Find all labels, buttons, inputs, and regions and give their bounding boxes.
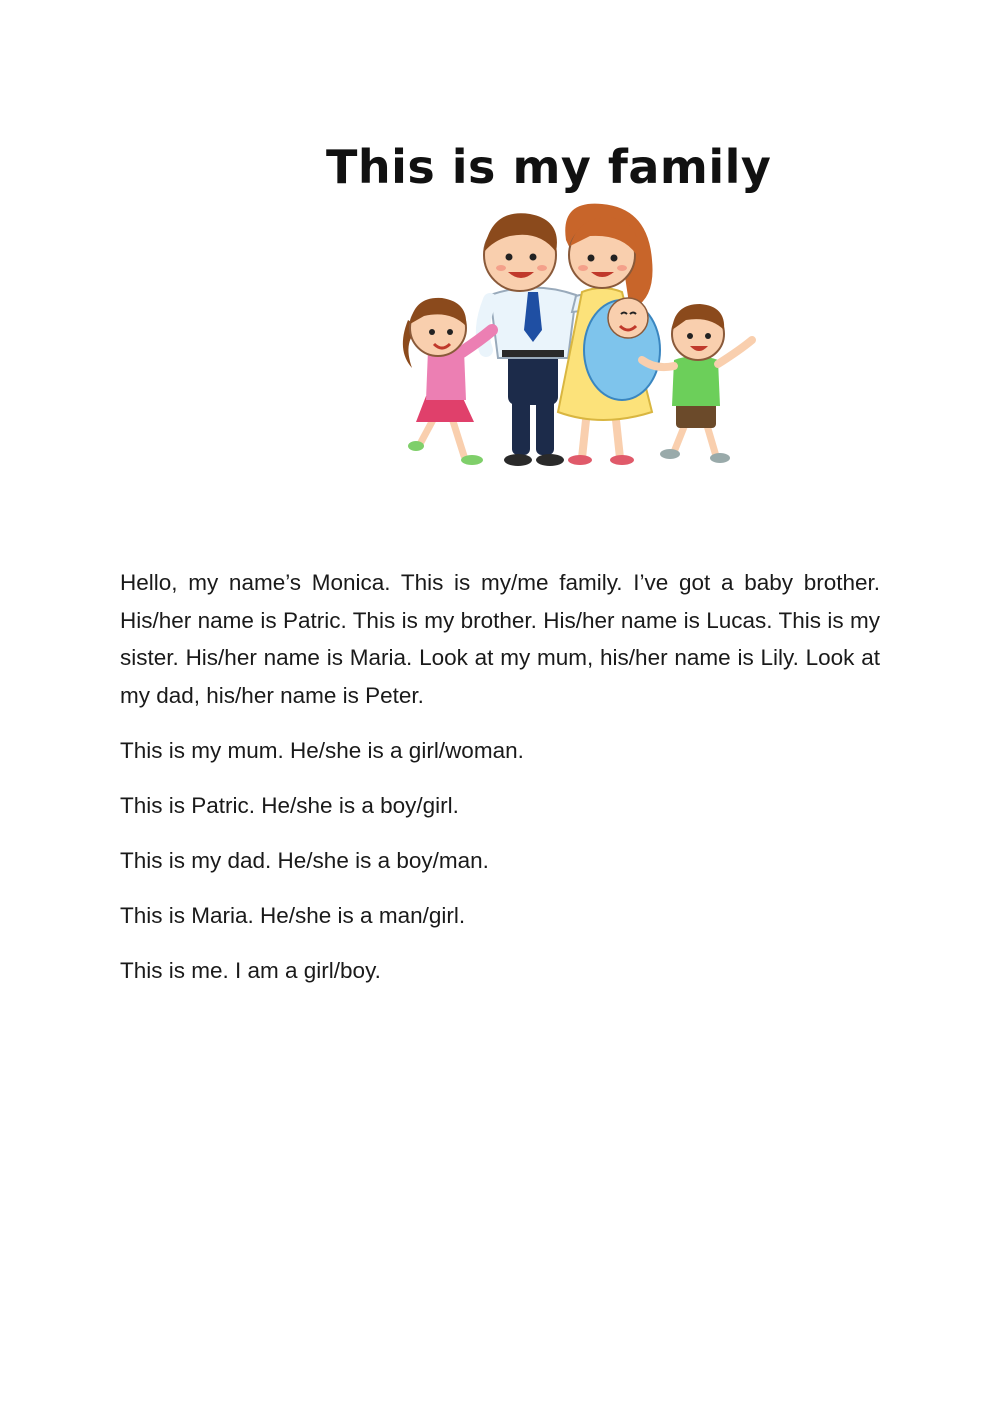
mum-figure [558, 204, 660, 465]
family-illustration [390, 200, 770, 480]
exercise-sentences [120, 734, 880, 1009]
boy-figure [642, 304, 752, 463]
page-title: This is my family [326, 140, 772, 194]
sentence-4: This is Maria. He/she is a man/girl. [120, 903, 466, 928]
sentence-1: This is my mum. He/she is a girl/woman. [120, 738, 524, 763]
sentence-2: This is Patric. He/she is a boy/girl. [120, 793, 459, 818]
sentence-5: This is me. I am a girl/boy. [120, 958, 381, 983]
reading-paragraph: Hello, my name’s Monica. This is my/me family. I’ve got a baby brother. His/her name is Patric. This is my brother. His/her name is Lucas. This is my sister. His/her name is Maria. Look at my mum, his/her name is Lily. Look at my dad, his/her name is Peter. [120, 570, 880, 708]
sentence-3: This is my dad. He/she is a boy/man. [120, 848, 489, 873]
